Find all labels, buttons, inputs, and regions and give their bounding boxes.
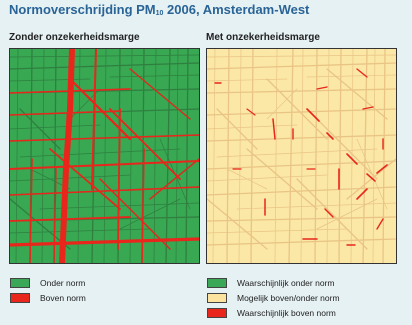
legend-swatch-yellow: [207, 293, 227, 303]
map-left-canvas: [10, 49, 199, 263]
legend-item-waarschijnlijk-onder: [207, 276, 340, 289]
legend-left: [10, 276, 86, 306]
legend-label: Onder norm: [40, 277, 86, 288]
legend-swatch-red: [10, 293, 30, 303]
legend-item-mogelijk: [207, 291, 340, 304]
legend-item-waarschijnlijk-boven: [207, 306, 340, 319]
legend-item-boven-norm: [10, 291, 86, 304]
legend-label: Waarschijnlijk onder norm: [237, 277, 335, 288]
legend-label: Boven norm: [40, 292, 86, 303]
legend-swatch-green: [207, 278, 227, 288]
legend-label: Waarschijnlijk boven norm: [237, 307, 336, 318]
legend-swatch-green: [10, 278, 30, 288]
legend-swatch-red: [207, 308, 227, 318]
map-title-suffix: 2006, Amsterdam-West: [163, 2, 310, 17]
map-title-subscript: 10: [155, 10, 164, 17]
map-panel-left: [9, 48, 200, 264]
map-title: [9, 2, 309, 17]
legend-item-onder-norm: [10, 276, 86, 289]
map-panel-right: [206, 48, 397, 264]
map-title-main: Normoverschrijding PM: [9, 2, 156, 17]
panel-label-right: Met onzekerheidsmarge: [206, 32, 320, 43]
legend-right: [207, 276, 340, 321]
panel-label-left: Zonder onzekerheidsmarge: [9, 32, 140, 43]
legend-label: Mogelijk boven/onder norm: [237, 292, 340, 303]
map-right-canvas: [207, 49, 396, 263]
